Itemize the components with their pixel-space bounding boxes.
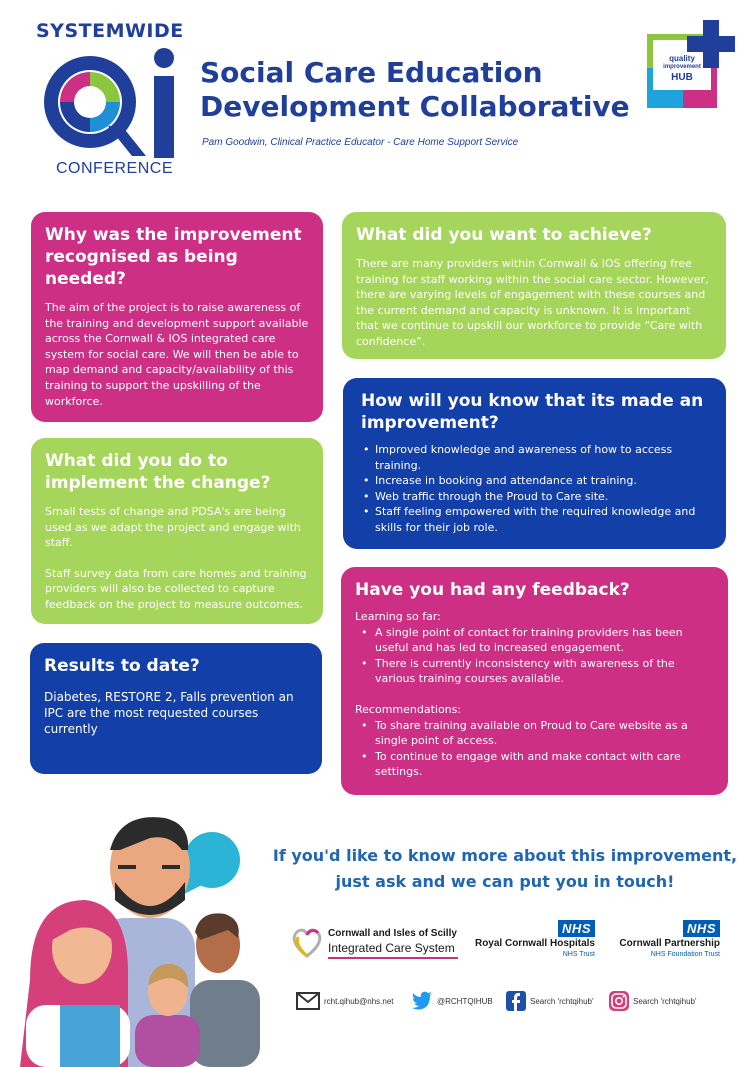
ics-underline (328, 957, 458, 959)
facebook-icon (506, 991, 526, 1011)
twitter-text: @RCHTQIHUB (437, 996, 493, 1006)
hub-line-1: quality (669, 54, 695, 63)
twitter-link[interactable] (411, 990, 493, 1012)
envelope-icon (296, 992, 320, 1010)
implement-card (31, 438, 323, 624)
why-body: The aim of the project is to raise awareness of the training and development support available across the Cornwall & IOS integrated care system for social care. We will then be able to map demand and capacity/availability of this training to support the upskilling of the workforce. (45, 301, 309, 408)
results-heading: Results to date? (44, 656, 200, 676)
list-item: • Improved knowledge and awareness of how to access training. (361, 442, 708, 473)
learning-list (355, 625, 714, 687)
feedback-card (341, 567, 728, 795)
implement-para-1: Small tests of change and PDSA's are being used as we adapt the project and engage with staff. (45, 505, 301, 550)
people-illustration (0, 810, 275, 1067)
page-title (200, 56, 640, 124)
achieve-card (342, 212, 726, 359)
recommendations-list (355, 718, 714, 780)
why-needed-card (31, 212, 323, 422)
instagram-link[interactable] (609, 990, 697, 1012)
achieve-heading: What did you want to achieve? (356, 225, 652, 245)
ics-logo (290, 926, 465, 966)
call-to-action (270, 843, 740, 895)
rch-name: Royal Cornwall Hospitals (474, 938, 595, 949)
list-item: • Web traffic through the Proud to Care site. (361, 489, 708, 505)
cpt-name: Cornwall Partnership (619, 938, 720, 949)
rch-logo (470, 920, 595, 959)
list-item: • A single point of contact for training providers has been useful and has led to increased engagement. (355, 625, 714, 656)
learning-label: Learning so far: (355, 610, 441, 623)
twitter-icon (411, 991, 433, 1011)
nhs-badge: NHS (683, 920, 720, 937)
implement-heading: What did you do to implement the change? (45, 451, 271, 493)
logo-top-text: SYSTEMWIDE (36, 20, 184, 42)
hub-line-2: improvement (663, 64, 701, 70)
list-item: • There is currently inconsistency with awareness of the various training courses available. (355, 656, 714, 687)
ics-name-line-2: Integrated Care System (328, 941, 455, 955)
quality-improvement-hub-logo (645, 18, 735, 110)
heart-icon (290, 926, 324, 960)
nhs-badge: NHS (558, 920, 595, 937)
list-item: • To share training available on Proud to Care website as a single point of access. (355, 718, 714, 749)
feedback-heading: Have you had any feedback? (355, 580, 630, 600)
implement-para-2: Staff survey data from care homes and training providers will also be collected to capture feedback on the project to measure outcomes. (45, 566, 307, 611)
ics-name-line-1: Cornwall and Isles of Scilly (328, 928, 457, 939)
how-list (361, 442, 708, 536)
people-group-icon (0, 810, 275, 1067)
facebook-text: Search 'rchtqihub' (530, 996, 594, 1006)
recommendations-label: Recommendations: (355, 702, 462, 716)
cta-line-1: If you'd like to know more about this improvement, (272, 846, 738, 865)
title-line-1: Social Care Education (200, 56, 543, 89)
list-item: • Increase in booking and attendance at training. (361, 473, 708, 489)
cpt-logo (605, 920, 720, 959)
instagram-icon (609, 991, 629, 1011)
instagram-text: Search 'rchtqihub' (633, 996, 697, 1006)
qi-mark-icon (36, 44, 186, 164)
logo-bottom-text: CONFERENCE (56, 160, 174, 177)
facebook-link[interactable] (506, 990, 594, 1012)
partner-logos (290, 920, 730, 965)
achieve-body: There are many providers within Cornwall & IOS offering free training for staff working within the social care sector. However, there are varying levels of engagement with these courses and the current demand and capacity is unknown. It is important that we continue to upskill our workforce to provide “Care with confidence”. (356, 257, 709, 348)
rch-type: NHS Trust (562, 951, 595, 958)
why-heading: Why was the improvement recognised as being needed? (45, 225, 302, 289)
list-item: • To continue to engage with and make contact with care settings. (355, 749, 714, 780)
results-card (30, 643, 322, 774)
list-item: • Staff feeling empowered with the required knowledge and skills for their job role. (361, 504, 708, 535)
systemwide-qi-logo (30, 20, 190, 185)
how-heading: How will you know that its made an improvement? (361, 391, 704, 433)
cta-line-2: just ask and we can put you in touch! (335, 872, 675, 891)
title-line-2: Development Collaborative (200, 90, 630, 123)
email-text: rcht.qihub@nhs.net (324, 996, 394, 1006)
social-links (296, 990, 736, 1014)
cpt-type: NHS Foundation Trust (650, 951, 720, 958)
hub-text (653, 54, 711, 83)
results-body: Diabetes, RESTORE 2, Falls prevention an IPC are the most requested courses currently (44, 690, 294, 736)
how-know-card (343, 378, 726, 549)
page-subtitle: Pam Goodwin, Clinical Practice Educator - Care Home Support Service (202, 137, 519, 148)
hub-line-3: HUB (671, 72, 693, 83)
email-link[interactable] (296, 990, 394, 1012)
